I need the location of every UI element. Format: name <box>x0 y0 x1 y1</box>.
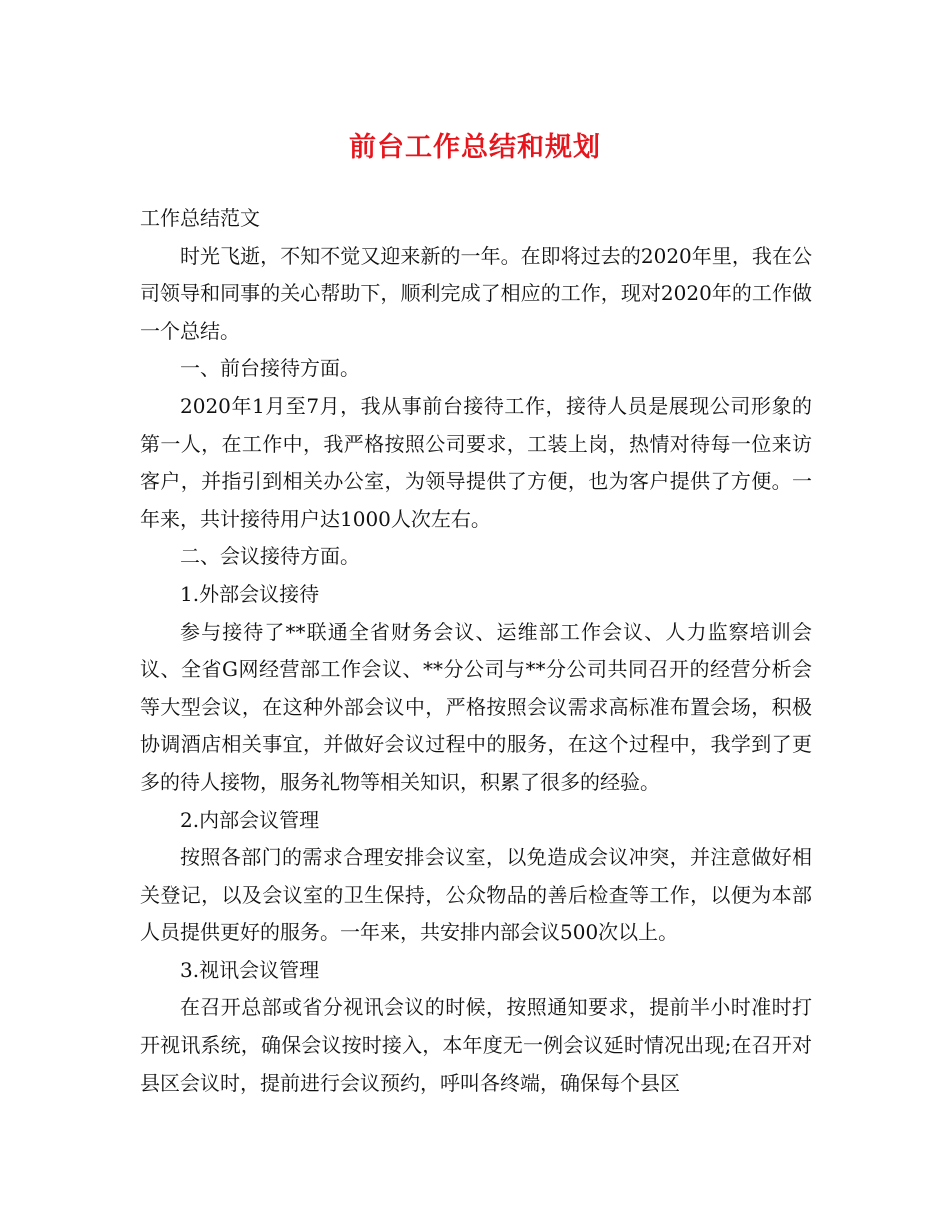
document-title: 前台工作总结和规划 <box>349 132 601 163</box>
paragraph: 参与接待了**联通全省财务会议、运维部工作会议、人力监察培训会议、全省G网经营部工作会议、**分公司与**分公司共同召开的经营分析会等大型会议，在这种外部会议中，严格按照会议需求高标准布置会场，积极协调酒店相关事宜，并做好会议过程中的服务，在这个过程中，我学到了更多的待人接物，服务礼物等相关知识，积累了很多的经验。 <box>140 619 812 794</box>
paragraph: 按照各部门的需求合理安排会议室，以免造成会议冲突，并注意做好相关登记，以及会议室的卫生保持，公众物品的善后检查等工作，以便为本部人员提供更好的服务。一年来，共安排内部会议500次以上。 <box>140 845 812 945</box>
document-body <box>140 200 812 1102</box>
paragraph: 在召开总部或省分视讯会议的时候，按照通知要求，提前半小时准时打开视讯系统，确保会议按时接入，本年度无一例会议延时情况出现;在召开对县区会议时，提前进行会议预约，呼叫各终端，确保每个县区 <box>140 995 812 1095</box>
paragraph: 时光飞逝，不知不觉又迎来新的一年。在即将过去的2020年里，我在公司领导和同事的关心帮助下，顺利完成了相应的工作，现对2020年的工作做一个总结。 <box>140 243 812 343</box>
section-heading: 一、前台接待方面。 <box>180 356 360 381</box>
paragraph: 2020年1月至7月，我从事前台接待工作，接待人员是展现公司形象的第一人，在工作中，我严格按照公司要求，工装上岗，热情对待每一位来访客户，并指引到相关办公室，为领导提供了方便，也为客户提供了方便。一年来，共计接待用户达1000人次左右。 <box>140 393 812 531</box>
section-heading: 二、会议接待方面。 <box>180 544 360 569</box>
subsection-heading: 3.视讯会议管理 <box>180 957 320 982</box>
subsection-heading: 1.外部会议接待 <box>180 581 320 606</box>
subsection-heading: 2.内部会议管理 <box>180 807 320 832</box>
paragraph: 工作总结范文 <box>140 206 260 230</box>
